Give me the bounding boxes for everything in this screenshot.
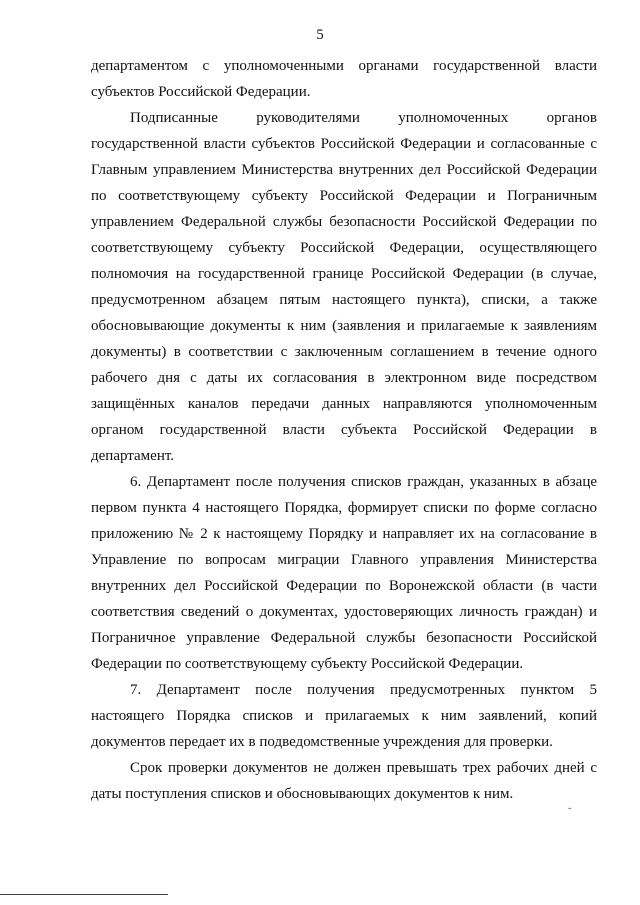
paragraph-continuation: департаментом с уполномоченными органами государственной власти субъектов Российской Федерации. bbox=[91, 58, 597, 100]
paragraph-item-7: 7. Департамент после получения предусмотренных пунктом 5 настоящего Порядка списков и прилагаемых к ним заявлений, копий документов передает их в подведомственные учреждения для проверки. bbox=[91, 682, 597, 750]
page-number: 5 bbox=[316, 27, 324, 43]
paragraph-check-period: Срок проверки документов не должен превышать трех рабочих дней с даты поступления списков и обосновывающих документов к ним. bbox=[91, 760, 597, 802]
paragraph-signed-lists: Подписанные руководителями уполномоченных органов государственной власти субъектов Российской Федерации и согласованные с Главным управлением Министерства внутренних дел Российской Федерации по соответствующему субъекту Российской Федерации и Пограничным управлением Федеральной службы безопасности Российской Федерации по соответствующему субъекту Российской Федерации, осуществляющего полномочия на государственной границе Российской Федерации (в случае, предусмотренном абзацем пятым настоящего пункта), списки, а также обосновывающие документы к ним (заявления и прилагаемые к заявлениям документы) в соответствии с заключенным соглашением в течение одного рабочего дня с даты их согласования в электронном виде посредством защищённых каналов передачи данных направляются уполномоченным органом государственной власти субъекта Российской Федерации в департамент. bbox=[91, 110, 597, 464]
document-body bbox=[91, 53, 597, 807]
footnote-divider bbox=[0, 894, 168, 895]
paragraph-item-6: 6. Департамент после получения списков граждан, указанных в абзаце первом пункта 4 настоящего Порядка, формирует списки по форме согласно приложению № 2 к настоящему Порядку и направляет их на согласование в Управление по вопросам миграции Главного управления Министерства внутренних дел Российской Федерации по Воронежской области (в части соответствия сведений о документах, удостоверяющих личность граждан) и Пограничное управление Федеральной службы безопасности Российской Федерации по соответствующему субъекту Российской Федерации. bbox=[91, 474, 597, 672]
scan-mark: ˘ bbox=[568, 806, 572, 818]
